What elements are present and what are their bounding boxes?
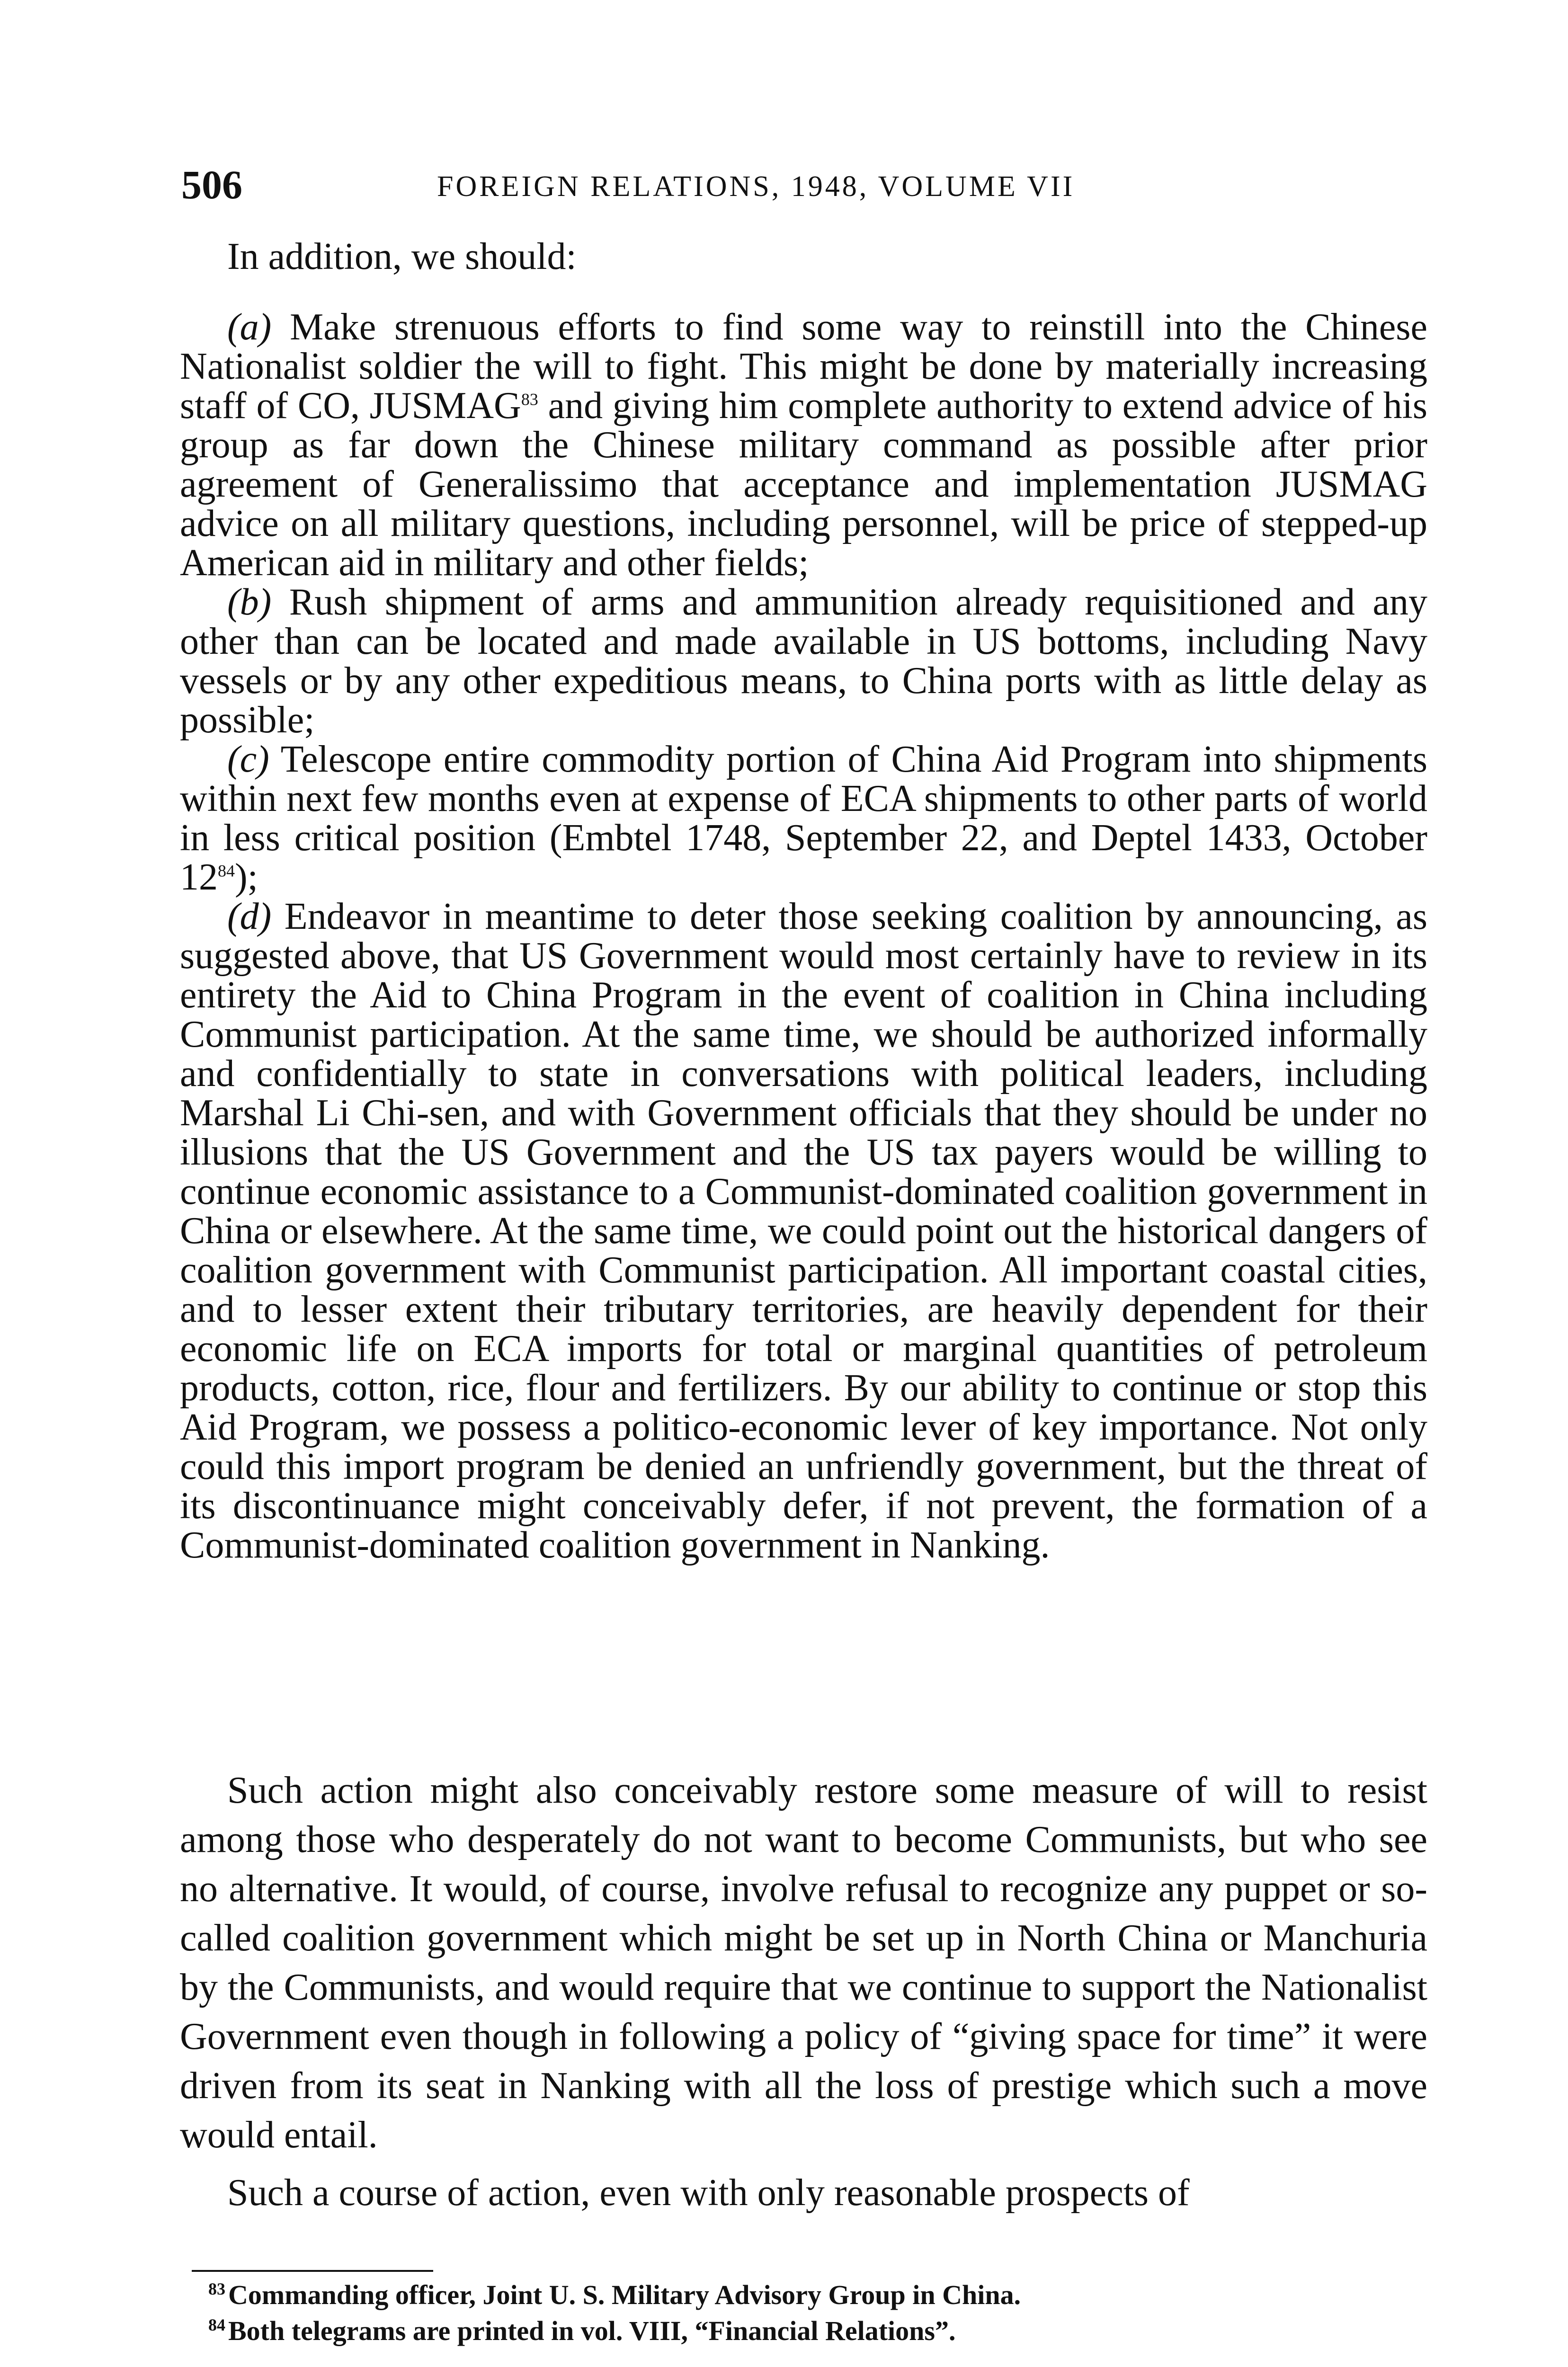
- recommendation-item-d: [180, 897, 1427, 1565]
- item-label: (a): [227, 306, 272, 348]
- footnote-ref-84: 84: [218, 861, 235, 881]
- footnote-divider: [192, 2270, 433, 2272]
- item-text: Make strenuous efforts to find some way to reinstill into the Chinese Nationalist soldier the will to fight. This might be done by materially increasing staff of CO, JUSMAG: [180, 306, 1428, 427]
- intro-line: In addition, we should:: [227, 236, 577, 277]
- item-text: Rush shipment of arms and ammunition already requisitioned and any other than can be located and made available in US bottoms, including Navy vessels or by any other expeditious means, to China ports with as little delay as possible;: [180, 581, 1428, 741]
- footnotes: [208, 2277, 1430, 2349]
- body-paragraph: Such a course of action, even with only reasonable prospects of: [227, 2172, 1190, 2214]
- item-label: (b): [227, 581, 272, 623]
- footnote-text: Commanding officer, Joint U. S. Military Advisory Group in China.: [228, 2279, 1021, 2310]
- footnote-mark: 84: [208, 2315, 225, 2334]
- header-title: FOREIGN RELATIONS, 1948, VOLUME VII: [437, 170, 1075, 203]
- item-label: (c): [227, 739, 269, 780]
- recommendation-item-b: [180, 583, 1427, 740]
- recommendation-item-a: [180, 308, 1427, 583]
- running-head: [181, 156, 1431, 213]
- footnote-mark: 83: [208, 2279, 225, 2298]
- page-number: 506: [181, 162, 242, 207]
- body-paragraph: Such action might also conceivably restore some measure of will to resist among those who desperately do not want to become Communists, but who see no alternative. It would, of course, involve refusal to recognize any puppet or so-called coalition government which might be set up in North China or Manchuria by the Communists, and would require that we continue to support the Nationalist Government even though in following a policy of “giving space for time” it were driven from its seat in Nanking with all the loss of prestige which such a move would entail.: [180, 1770, 1427, 2156]
- item-label: (d): [227, 896, 272, 937]
- item-text: Telescope entire commodity portion of China Aid Program into shipments within next few months even at expense of ECA shipments to other parts of world in less critical position (Embtel 1748, September 22, and Deptel 1433, October 12: [180, 739, 1427, 898]
- footnote-84: [208, 2313, 1430, 2349]
- footnote-ref-83: 83: [521, 390, 538, 409]
- item-text-continued: );: [235, 856, 258, 898]
- recommendation-item-c: [180, 740, 1427, 897]
- footnote-83: [208, 2277, 1430, 2313]
- body-text: [180, 1766, 1427, 2226]
- item-text-continued: and giving him complete authority to extend advice of his group as far down the Chinese military command as possible after prior agreement of Generalissimo that acceptance and implementation JUSMAG advice on all military questions, including personnel, will be price of stepped-up American aid in military and other fields;: [180, 385, 1427, 584]
- item-text: Endeavor in meantime to deter those seeking coalition by announcing, as suggested above, that US Government would most certainly have to review in its entirety the Aid to China Program in the event of coalition in China including Communist participation. At the same time, we should be authorized informally and confidentially to state in conversations with political leaders, including Marshal Li Chi-sen, and with Government officials that they should be under no illusions that the US Government and the US tax payers would be willing to continue economic assistance to a Communist-dominated coalition government in China or elsewhere. At the same time, we could point out the historical dangers of coalition government with Communist participation. All important coastal cities, and to lesser extent their tributary territories, are heavily dependent for their economic life on ECA imports for total or marginal quantities of petroleum products, cotton, rice, flour and fertilizers. By our ability to continue or stop this Aid Program, we possess a politico-economic lever of key importance. Not only could this import program be denied an unfriendly government, but the threat of its discontinuance might conceivably defer, if not prevent, the formation of a Communist-dominated coalition government in Nanking.: [180, 896, 1428, 1566]
- recommendation-list: [180, 308, 1427, 1565]
- footnote-text: Both telegrams are printed in vol. VIII, “Financial Relations”.: [228, 2315, 956, 2346]
